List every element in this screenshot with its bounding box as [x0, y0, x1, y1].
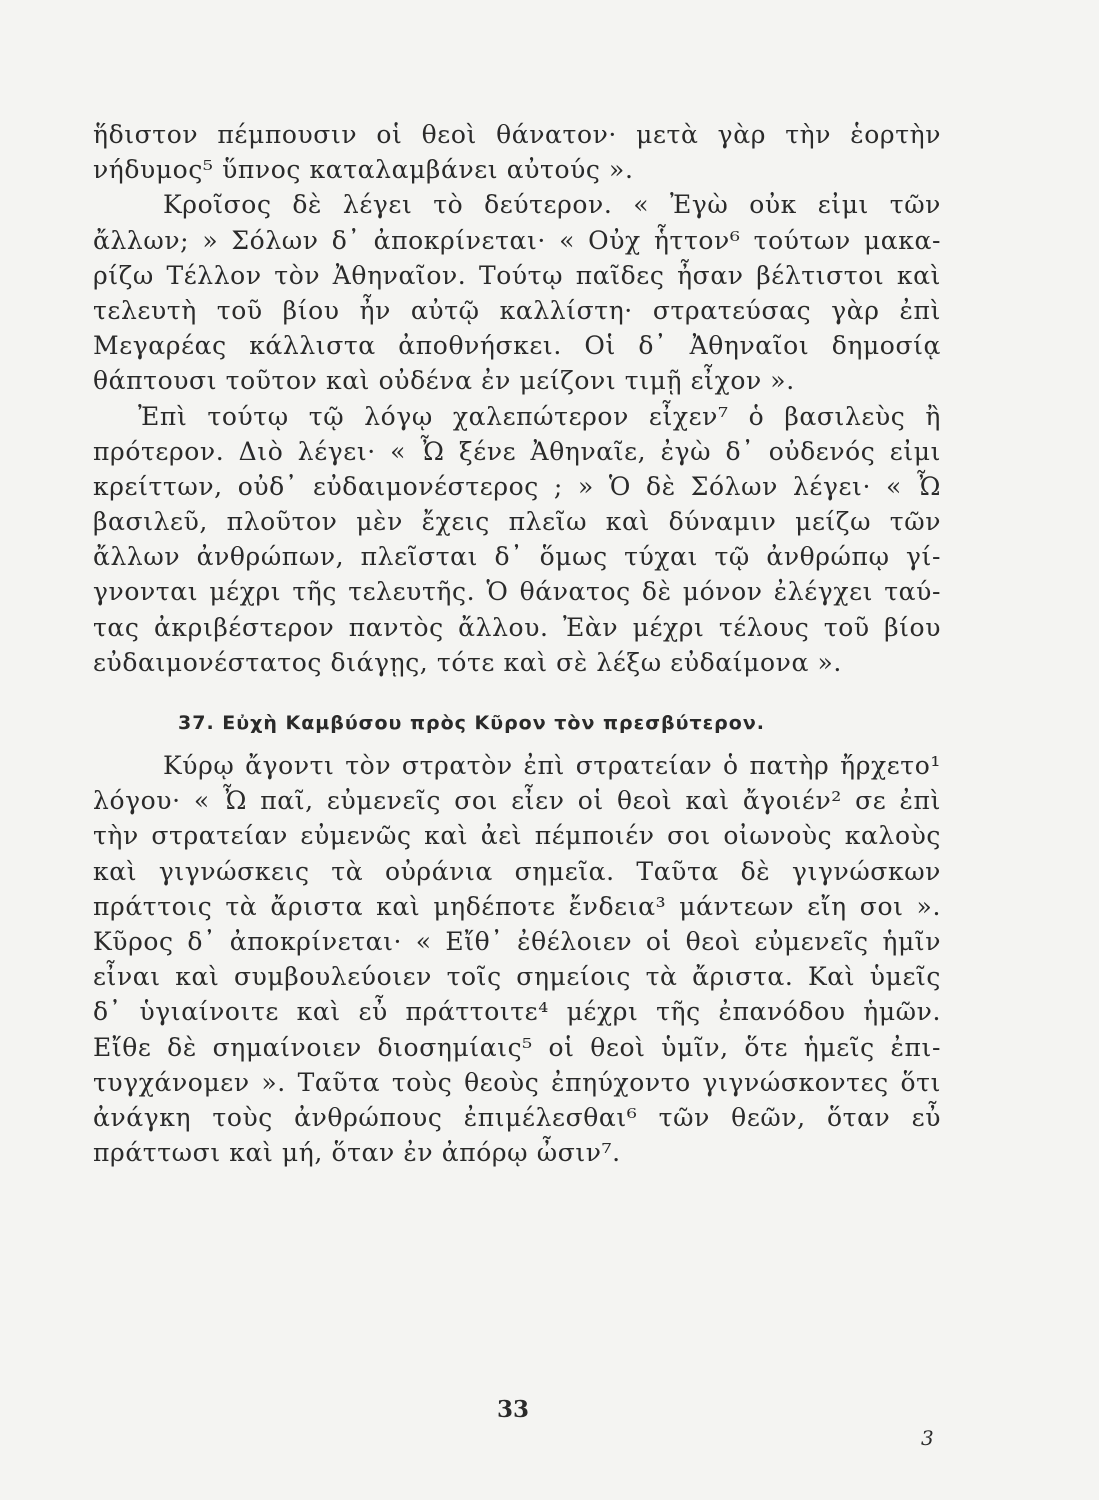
text-line: τυγχάνομεν ». Ταῦτα τοὺς θεοὺς ἐπηύχοντο γιγνώσκοντες ὅτι — [93, 1067, 941, 1097]
text-line: δ᾽ ὑγιαίνοιτε καὶ εὖ πράττοιτε⁴ μέχρι τῆς ἐπανόδου ἡμῶν. — [93, 997, 941, 1027]
text-line: θάπτουσι τοῦτον καὶ οὐδένα ἐν μείζονι τιμῇ εἶχον ». — [93, 366, 795, 396]
body-text — [93, 117, 941, 1170]
text-line: κρείττων, οὐδ᾽ εὐδαιμονέστερος ; » Ὁ δὲ Σόλων λέγει· « Ὦ — [93, 471, 941, 501]
text-line: Κῦρος δ᾽ ἀποκρίνεται· « Εἴθ᾽ ἐθέλοιεν οἱ θεοὶ εὐμενεῖς ἡμῖν — [93, 926, 941, 956]
section-heading: 37. Εὐχὴ Καμβύσου πρὸς Κῦρον τὸν πρεσβύτερον. — [178, 712, 765, 734]
text-line: Μεγαρέας κάλλιστα ἀποθνήσκει. Οἱ δ᾽ Ἀθηναῖοι δημοσίᾳ — [93, 331, 941, 361]
text-line: Κύρῳ ἄγοντι τὸν στρατὸν ἐπὶ στρατείαν ὁ πατὴρ ἤρχετο¹ — [163, 751, 941, 780]
text-line: Ἐπὶ τούτῳ τῷ λόγῳ χαλεπώτερον εἶχεν⁷ ὁ βασιλεὺς ἢ — [138, 401, 941, 431]
text-line: εὐδαιμονέστατος διάγῃς, τότε καὶ σὲ λέξω εὐδαίμονα ». — [93, 647, 842, 677]
page-number: 33 — [497, 1396, 530, 1423]
text-line: ἀνάγκη τοὺς ἀνθρώπους ἐπιμέλεσθαι⁶ τῶν θεῶν, ὅταν εὖ — [93, 1102, 941, 1132]
signature-mark: 3 — [921, 1426, 934, 1450]
paragraph-epi-touto — [93, 399, 941, 681]
text-line: καὶ γιγνώσκεις τὰ οὐράνια σημεῖα. Ταῦτα δὲ γιγνώσκων — [93, 856, 941, 886]
paragraph-kyros — [93, 748, 941, 1170]
text-line: εἶναι καὶ συμβουλεύοιεν τοῖς σημείοις τὰ ἄριστα. Καὶ ὑμεῖς — [93, 962, 941, 992]
paragraph-kroisos — [93, 187, 941, 398]
text-line: πράττοις τὰ ἄριστα καὶ μηδέποτε ἔνδεια³ μάντεων εἴη σοι ». — [93, 891, 941, 921]
text-line: τας ἀκριβέστερον παντὸς ἄλλου. Ἐὰν μέχρι τέλους τοῦ βίου — [93, 612, 941, 642]
text-line: λόγου· « Ὦ παῖ, εὐμενεῖς σοι εἶεν οἱ θεοὶ καὶ ἄγοιέν² σε ἐπὶ — [93, 786, 941, 816]
text-line: πράττωσι καὶ μή, ὅταν ἐν ἀπόρῳ ὦσιν⁷. — [93, 1138, 621, 1168]
text-line: νήδυμος⁵ ὕπνος καταλαμβάνει αὐτούς ». — [93, 155, 634, 185]
text-line: Εἴθε δὲ σημαίνοιεν διοσημίαις⁵ οἱ θεοὶ ὑμῖν, ὅτε ἡμεῖς ἐπι- — [93, 1032, 941, 1062]
text-line: ἄλλων; » Σόλων δ᾽ ἀποκρίνεται· « Οὐχ ἧττον⁶ τούτων μακα- — [93, 225, 941, 255]
text-line: τὴν στρατείαν εὐμενῶς καὶ ἀεὶ πέμποιέν σοι οἰωνοὺς καλοὺς — [93, 821, 941, 851]
text-line: βασιλεῦ, πλοῦτον μὲν ἔχεις πλεῖω καὶ δύναμιν μείζω τῶν — [93, 507, 941, 537]
paragraph-continuation — [93, 117, 941, 187]
text-line: γνονται μέχρι τῆς τελευτῆς. Ὁ θάνατος δὲ μόνον ἐλέγχει ταύ- — [93, 577, 941, 607]
text-line: Κροῖσος δὲ λέγει τὸ δεύτερον. « Ἐγὼ οὐκ εἰμι τῶν — [163, 190, 941, 220]
text-line: πρότερον. Διὸ λέγει· « Ὦ ξένε Ἀθηναῖε, ἐγὼ δ᾽ οὐδενός εἰμι — [93, 436, 941, 466]
text-line: ἥδιστον πέμπουσιν οἱ θεοὶ θάνατον· μετὰ γὰρ τὴν ἑορτὴν — [93, 120, 941, 149]
text-line: ρίζω Τέλλον τὸν Ἀθηναῖον. Τούτῳ παῖδες ἦσαν βέλτιστοι καὶ — [93, 260, 941, 290]
text-line: τελευτὴ τοῦ βίου ἦν αὐτῷ καλλίστη· στρατεύσας γὰρ ἐπὶ — [93, 295, 941, 325]
text-line: ἄλλων ἀνθρώπων, πλεῖσται δ᾽ ὅμως τύχαι τῷ ἀνθρώπῳ γί- — [93, 542, 941, 572]
